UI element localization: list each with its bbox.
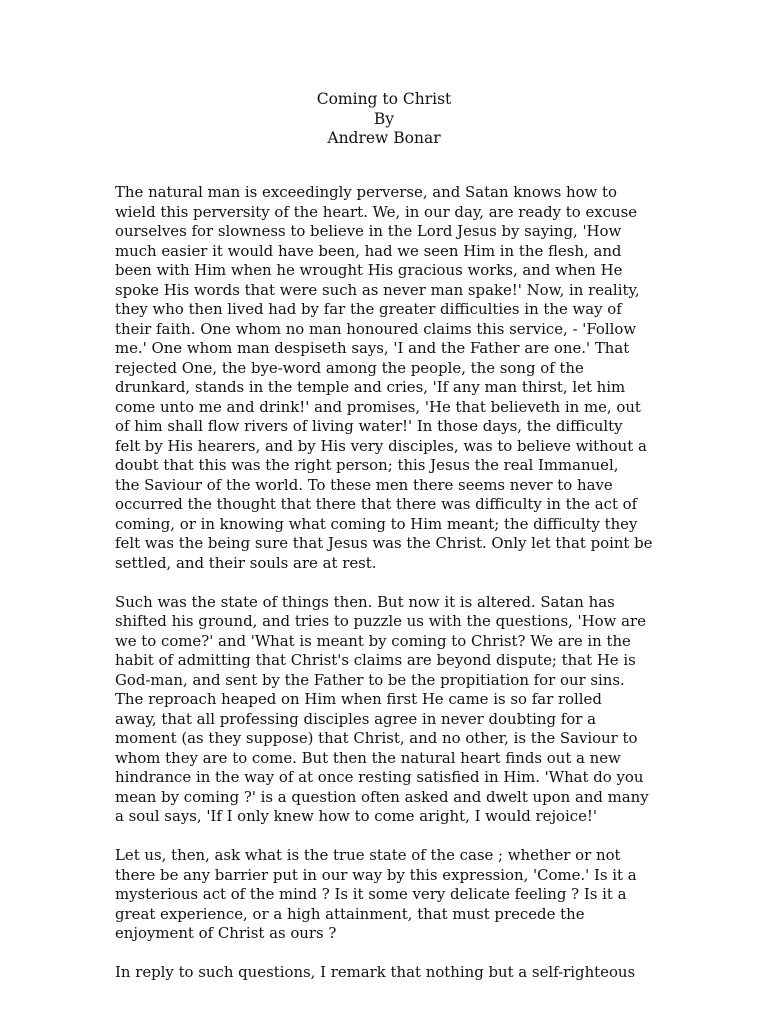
- text-line: drunkard, stands in the temple and cries, 'If any man thirst, let him: [115, 378, 626, 396]
- text-line: Let us, then, ask what is the true state of the case ; whether or not: [115, 846, 621, 864]
- text-line: settled, and their souls are at rest.: [115, 553, 377, 572]
- byline: By: [373, 109, 395, 128]
- text-line: shifted his ground, and tries to puzzle us with the questions, 'How are: [115, 612, 646, 630]
- text-line: God-man, and sent by the Father to be the propitiation for our sins.: [115, 670, 625, 689]
- text-line: there be any barrier put in our way by this expression, 'Come.' Is it a: [115, 865, 637, 884]
- paragraph: [115, 963, 675, 983]
- text-line: away, that all professing disciples agree in never doubting for a: [115, 709, 596, 728]
- text-line: rejected One, the bye-word among the people, the song of the: [115, 358, 584, 377]
- paragraph: [115, 183, 675, 573]
- text-line: we to come?' and 'What is meant by coming to Christ? We are in the: [115, 631, 631, 650]
- text-line: mysterious act of the mind ? Is it some very delicate feeling ? Is it a: [115, 885, 627, 903]
- paragraph-gap: [115, 827, 675, 847]
- text-line: their faith. One whom no man honoured claims this service, - 'Follow: [115, 319, 637, 338]
- document-title: Coming to Christ: [316, 90, 452, 108]
- text-line: mean by coming ?' is a question often asked and dwelt upon and many: [115, 787, 649, 806]
- text-line: spoke His words that were such as never man spake!' Now, in reality,: [115, 280, 640, 299]
- text-line: been with Him when he wrought His gracious works, and when He: [115, 261, 623, 279]
- text-line: a soul says, 'If I only knew how to come aright, I would rejoice!': [115, 807, 598, 825]
- paragraph: [115, 846, 675, 944]
- text-line: much easier it would have been, had we seen Him in the flesh, and: [115, 241, 622, 260]
- text-line: the Saviour of the world. To these men there seems never to have: [115, 475, 613, 494]
- text-line: In reply to such questions, I remark that nothing but a self-righteous: [115, 963, 636, 981]
- text-line: enjoyment of Christ as ours ?: [115, 924, 337, 942]
- text-line: hindrance in the way of at once resting satisfied in Him. 'What do you: [115, 768, 644, 786]
- text-line: great experience, or a high attainment, that must precede the: [115, 904, 585, 923]
- text-line: moment (as they suppose) that Christ, and no other, is the Saviour to: [115, 729, 638, 747]
- author-name: Andrew Bonar: [327, 129, 441, 147]
- text-line: ourselves for slowness to believe in the Lord Jesus by saying, 'How: [115, 222, 622, 240]
- text-line: felt was the being sure that Jesus was the Christ. Only let that point be: [115, 534, 653, 552]
- text-line: whom they are to come. But then the natural heart finds out a new: [115, 748, 621, 767]
- text-line: Such was the state of things then. But now it is altered. Satan has: [115, 592, 615, 611]
- text-line: they who then lived had by far the greater difficulties in the way of: [115, 300, 622, 318]
- text-line: occurred the thought that there that there was difficulty in the act of: [115, 495, 638, 513]
- text-line: wield this perversity of the heart. We, in our day, are ready to excuse: [115, 202, 638, 221]
- body-text: [115, 183, 675, 983]
- text-line: come unto me and drink!' and promises, 'He that believeth in me, out: [115, 397, 641, 416]
- text-line: habit of admitting that Christ's claims are beyond dispute; that He is: [115, 651, 636, 669]
- text-line: of him shall flow rivers of living water!' In those days, the difficulty: [115, 417, 623, 435]
- text-line: felt by His hearers, and by His very disciples, was to believe without a: [115, 436, 647, 455]
- text-line: The natural man is exceedingly perverse, and Satan knows how to: [115, 183, 617, 201]
- title-block: [0, 90, 768, 149]
- paragraph: [115, 593, 675, 827]
- text-line: The reproach heaped on Him when first He came is so far rolled: [115, 690, 602, 708]
- paragraph-gap: [115, 573, 675, 593]
- paragraph-gap: [115, 944, 675, 964]
- text-line: doubt that this was the right person; this Jesus the real Immanuel,: [115, 456, 619, 474]
- text-line: me.' One whom man despiseth says, 'I and the Father are one.' That: [115, 339, 630, 357]
- text-line: coming, or in knowing what coming to Him meant; the difficulty they: [115, 514, 638, 533]
